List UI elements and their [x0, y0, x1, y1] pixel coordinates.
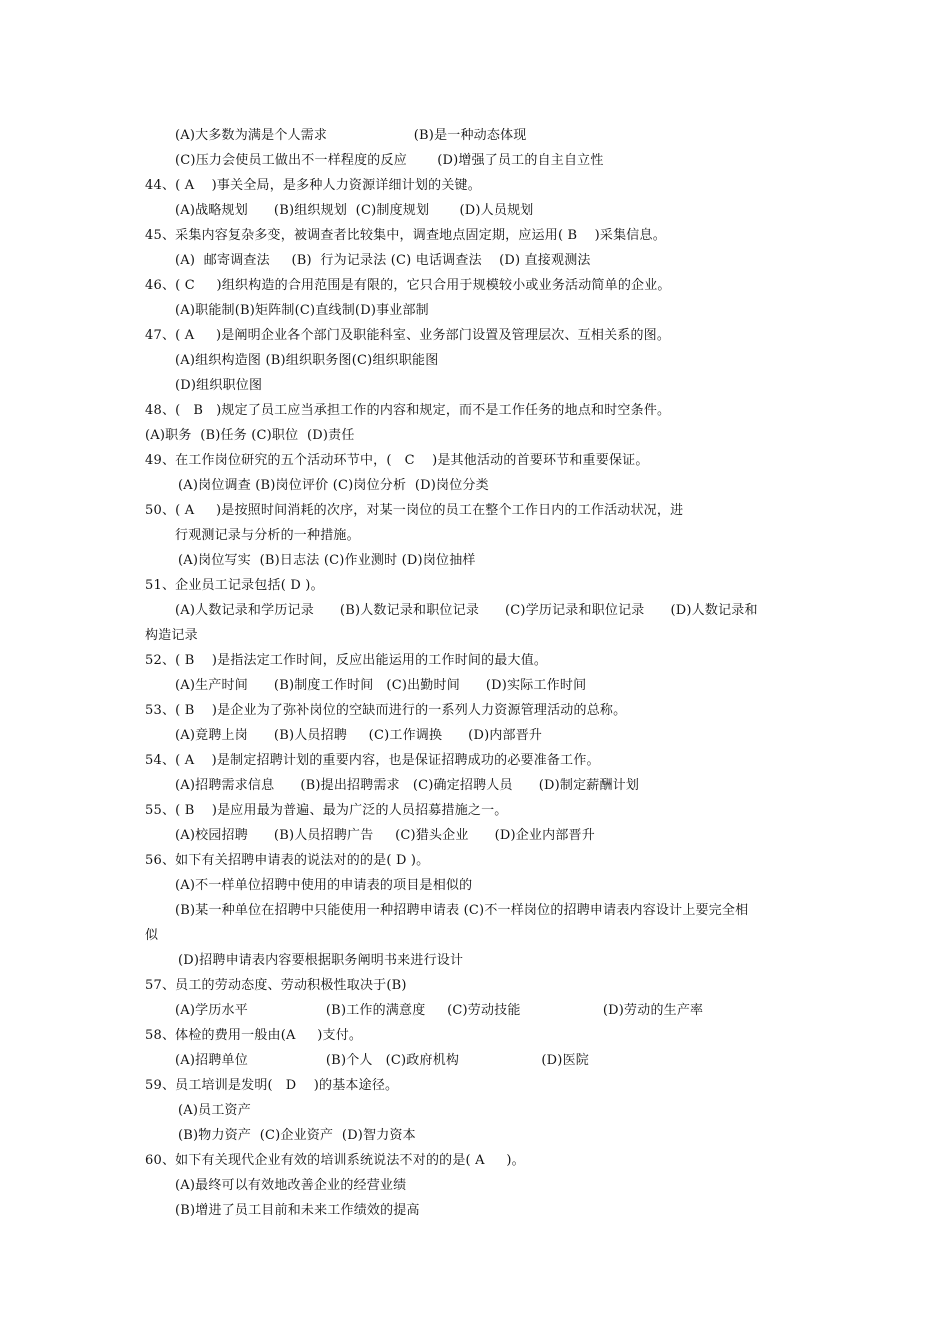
option-continuation: 似: [145, 928, 159, 943]
option-line: (A)职务 (B)任务 (C)职位 (D)责任: [145, 428, 355, 443]
question-line: 45、采集内容复杂多变，被调查者比较集中，调查地点固定期，应运用( B )采集信息。: [145, 228, 666, 243]
option-line: (A)岗位写实 (B)日志法 (C)作业测时 (D)岗位抽样: [178, 553, 476, 568]
option-line: (A)组织构造图 (B)组织职务图(C)组织职能图: [175, 353, 439, 368]
question-line: 48、( B )规定了员工应当承担工作的内容和规定，而不是工作任务的地点和时空条件。: [145, 403, 671, 418]
option-line: (A)招聘单位 (B)个人 (C)政府机构 (D)医院: [175, 1053, 589, 1068]
option-line: (A)员工资产: [178, 1103, 251, 1118]
question-line: 60、如下有关现代企业有效的培训系统说法不对的的是( A )。: [145, 1153, 525, 1168]
question-line: 47、( A )是阐明企业各个部门及职能科室、业务部门设置及管理层次、互相关系的图。: [145, 328, 671, 343]
question-line: 49、在工作岗位研究的五个活动环节中，( C )是其他活动的首要环节和重要保证。: [145, 453, 649, 468]
option-line: (B)物力资产 (C)企业资产 (D)智力资本: [178, 1128, 416, 1143]
option-line: (A)招聘需求信息 (B)提出招聘需求 (C)确定招聘人员 (D)制定薪酬计划: [175, 778, 640, 793]
question-line: 54、( A )是制定招聘计划的重要内容，也是保证招聘成功的必要准备工作。: [145, 753, 600, 768]
option-line: (A)大多数为满是个人需求 (B)是一种动态体现: [175, 128, 527, 143]
option-line: (A)职能制(B)矩阵制(C)直线制(D)事业部制: [175, 303, 429, 318]
option-line: (B)某一种单位在招聘中只能使用一种招聘申请表 (C)不一样岗位的招聘申请表内容设计上要完全相: [175, 903, 749, 918]
option-line: (B)增进了员工目前和未来工作绩效的提高: [175, 1203, 420, 1218]
question-line: 57、员工的劳动态度、劳动积极性取决于(B): [145, 978, 407, 993]
option-line: (A)校园招聘 (B)人员招聘广告 (C)猎头企业 (D)企业内部晋升: [175, 828, 595, 843]
option-line: (A) 邮寄调查法 (B) 行为记录法 (C) 电话调查法 (D) 直接观测法: [175, 253, 591, 268]
question-line: 52、( B )是指法定工作时间，反应出能运用的工作时间的最大值。: [145, 653, 548, 668]
option-line: (A)生产时间 (B)制度工作时间 (C)出勤时间 (D)实际工作时间: [175, 678, 587, 693]
question-line: 55、( B )是应用最为普遍、最为广泛的人员招募措施之一。: [145, 803, 508, 818]
option-line: (A)人数记录和学历记录 (B)人数记录和职位记录 (C)学历记录和职位记录 (D)人数记录和: [175, 603, 758, 618]
option-line: (D)组织职位图: [175, 378, 263, 393]
question-line: 56、如下有关招聘申请表的说法对的的是( D )。: [145, 853, 430, 868]
option-line: (C)压力会使员工做出不一样程度的反应 (D)增强了员工的自主自立性: [175, 153, 604, 168]
option-line: (A)岗位调查 (B)岗位评价 (C)岗位分析 (D)岗位分类: [178, 478, 489, 493]
question-line: 51、企业员工记录包括( D )。: [145, 578, 324, 593]
option-line: (A)竟聘上岗 (B)人员招聘 (C)工作调换 (D)内部晋升: [175, 728, 543, 743]
question-line: 59、员工培训是发明( D )的基本途径。: [145, 1078, 399, 1093]
option-line: (A)战略规划 (B)组织规划 (C)制度规划 (D)人员规划: [175, 203, 534, 218]
question-line: 46、( C )组织构造的合用范围是有限的，它只合用于规模较小或业务活动简单的企业。: [145, 278, 671, 293]
option-line: (D)招聘申请表内容要根据职务阐明书来进行设计: [178, 953, 464, 968]
option-line: (A)不一样单位招聘中使用的申请表的项目是相似的: [175, 878, 473, 893]
question-line: 50、( A )是按照时间消耗的次序，对某一岗位的员工在整个工作日内的工作活动状况，进: [145, 503, 684, 518]
option-line: (A)学历水平 (B)工作的满意度 (C)劳动技能 (D)劳动的生产率: [175, 1003, 704, 1018]
option-line: (A)最终可以有效地改善企业的经营业绩: [175, 1178, 407, 1193]
question-line: 53、( B )是企业为了弥补岗位的空缺而进行的一系列人力资源管理活动的总称。: [145, 703, 627, 718]
question-continuation: 行观测记录与分析的一种措施。: [175, 528, 360, 543]
question-line: 58、体检的费用一般由(A )支付。: [145, 1028, 363, 1043]
question-line: 44、( A )事关全局，是多种人力资源详细计划的关键。: [145, 178, 481, 193]
option-continuation: 构造记录: [145, 628, 198, 643]
